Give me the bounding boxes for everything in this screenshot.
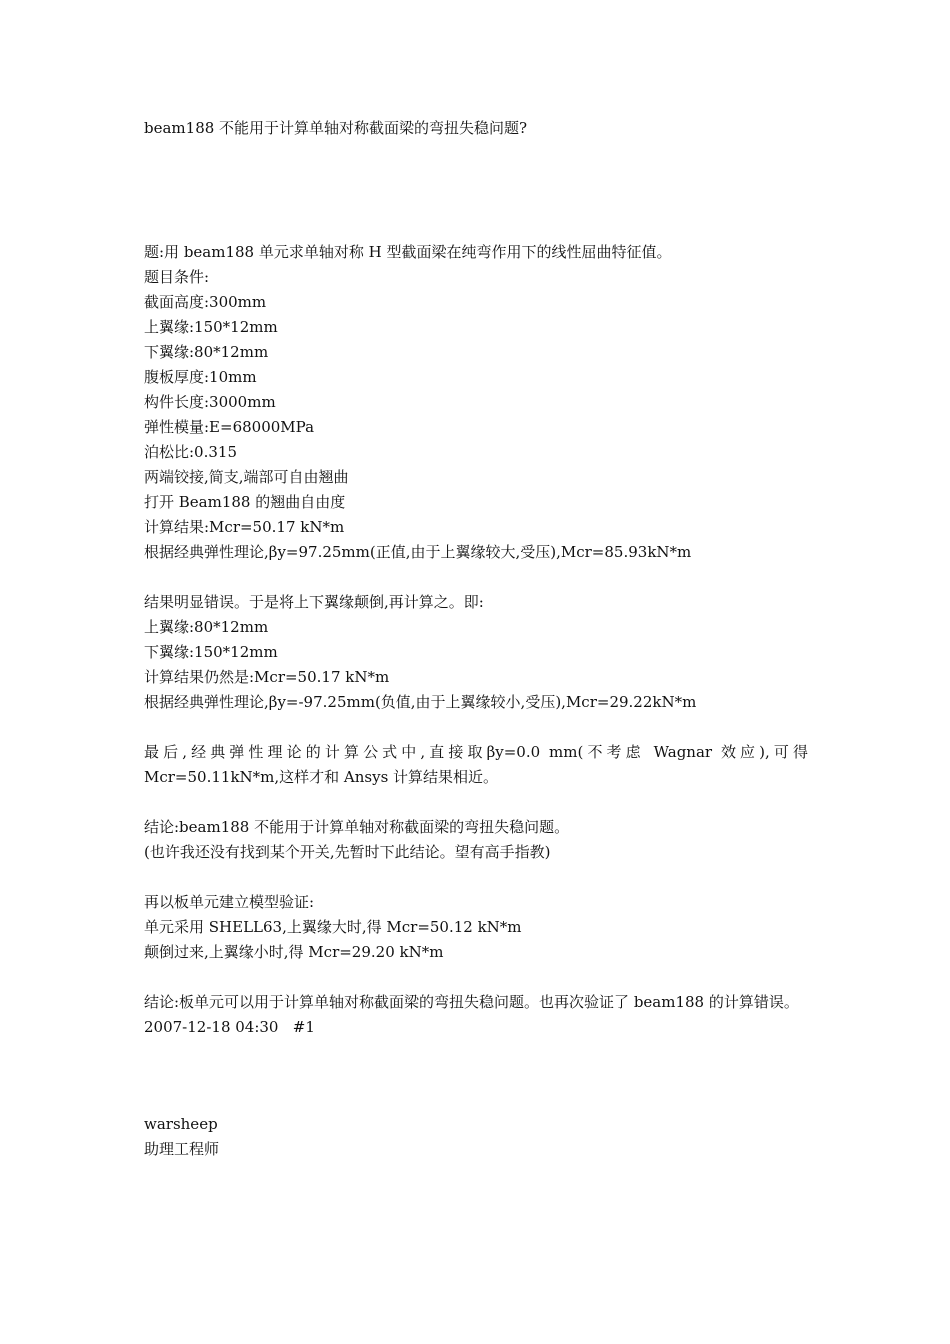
body-line: 腹板厚度:10mm bbox=[144, 368, 257, 386]
blank-line bbox=[144, 865, 808, 890]
blank-line bbox=[144, 565, 808, 590]
post-title-block bbox=[144, 116, 808, 141]
body-line: 打开 Beam188 的翘曲自由度 bbox=[144, 493, 346, 511]
author-rank: 助理工程师 bbox=[144, 1140, 220, 1158]
post-title: beam188 不能用于计算单轴对称截面梁的弯扭失稳问题? bbox=[144, 119, 528, 137]
post-number-link[interactable]: #1 bbox=[292, 1018, 315, 1036]
body-line: 两端铰接,简支,端部可自由翘曲 bbox=[144, 468, 349, 486]
body-line: 单元采用 SHELL63,上翼缘大时,得 Mcr=50.12 kN*m bbox=[144, 918, 522, 936]
author-username[interactable]: warsheep bbox=[144, 1115, 218, 1133]
body-line: 截面高度:300mm bbox=[144, 293, 267, 311]
body-line: 结果明显错误。于是将上下翼缘颠倒,再计算之。即: bbox=[144, 593, 484, 611]
blank-line bbox=[144, 965, 808, 990]
post-timestamp: 2007-12-18 04:30 bbox=[144, 1018, 279, 1036]
body-line: 根据经典弹性理论,βy=97.25mm(正值,由于上翼缘较大,受压),Mcr=85.93kN*m bbox=[144, 543, 692, 561]
body-line: 计算结果:Mcr=50.17 kN*m bbox=[144, 518, 345, 536]
body-line: 构件长度:3000mm bbox=[144, 393, 276, 411]
body-paragraph: 最后,经典弹性理论的计算公式中,直接取βy=0.0 mm(不考虑 Wagnar 效应),可得 Mcr=50.11kN*m,这样才和 Ansys 计算结果相近。 bbox=[144, 743, 808, 786]
body-line: 结论:beam188 不能用于计算单轴对称截面梁的弯扭失稳问题。 bbox=[144, 818, 570, 836]
blank-line bbox=[144, 715, 808, 740]
blank-line bbox=[144, 790, 808, 815]
body-line: 弹性模量:E=68000MPa bbox=[144, 418, 315, 436]
body-line: (也许我还没有找到某个开关,先暂时下此结论。望有高手指教) bbox=[144, 843, 551, 861]
body-paragraph: 结论:板单元可以用于计算单轴对称截面梁的弯扭失稳问题。也再次验证了 beam188 的计算错误。 bbox=[144, 993, 799, 1011]
body-line: 题:用 beam188 单元求单轴对称 H 型截面梁在纯弯作用下的线性屈曲特征值。 bbox=[144, 243, 672, 261]
body-line: 再以板单元建立模型验证: bbox=[144, 893, 315, 911]
post-body bbox=[144, 240, 808, 1040]
body-line: 根据经典弹性理论,βy=-97.25mm(负值,由于上翼缘较小,受压),Mcr=29.22kN*m bbox=[144, 693, 697, 711]
body-line: 上翼缘:150*12mm bbox=[144, 318, 278, 336]
body-line: 上翼缘:80*12mm bbox=[144, 618, 269, 636]
body-line: 下翼缘:80*12mm bbox=[144, 343, 269, 361]
body-line: 颠倒过来,上翼缘小时,得 Mcr=29.20 kN*m bbox=[144, 943, 444, 961]
body-line: 题目条件: bbox=[144, 268, 210, 286]
body-line: 下翼缘:150*12mm bbox=[144, 643, 278, 661]
author-block bbox=[144, 1112, 808, 1162]
body-line: 泊松比:0.315 bbox=[144, 443, 237, 461]
post-meta bbox=[144, 1015, 808, 1040]
body-line: 计算结果仍然是:Mcr=50.17 kN*m bbox=[144, 668, 390, 686]
